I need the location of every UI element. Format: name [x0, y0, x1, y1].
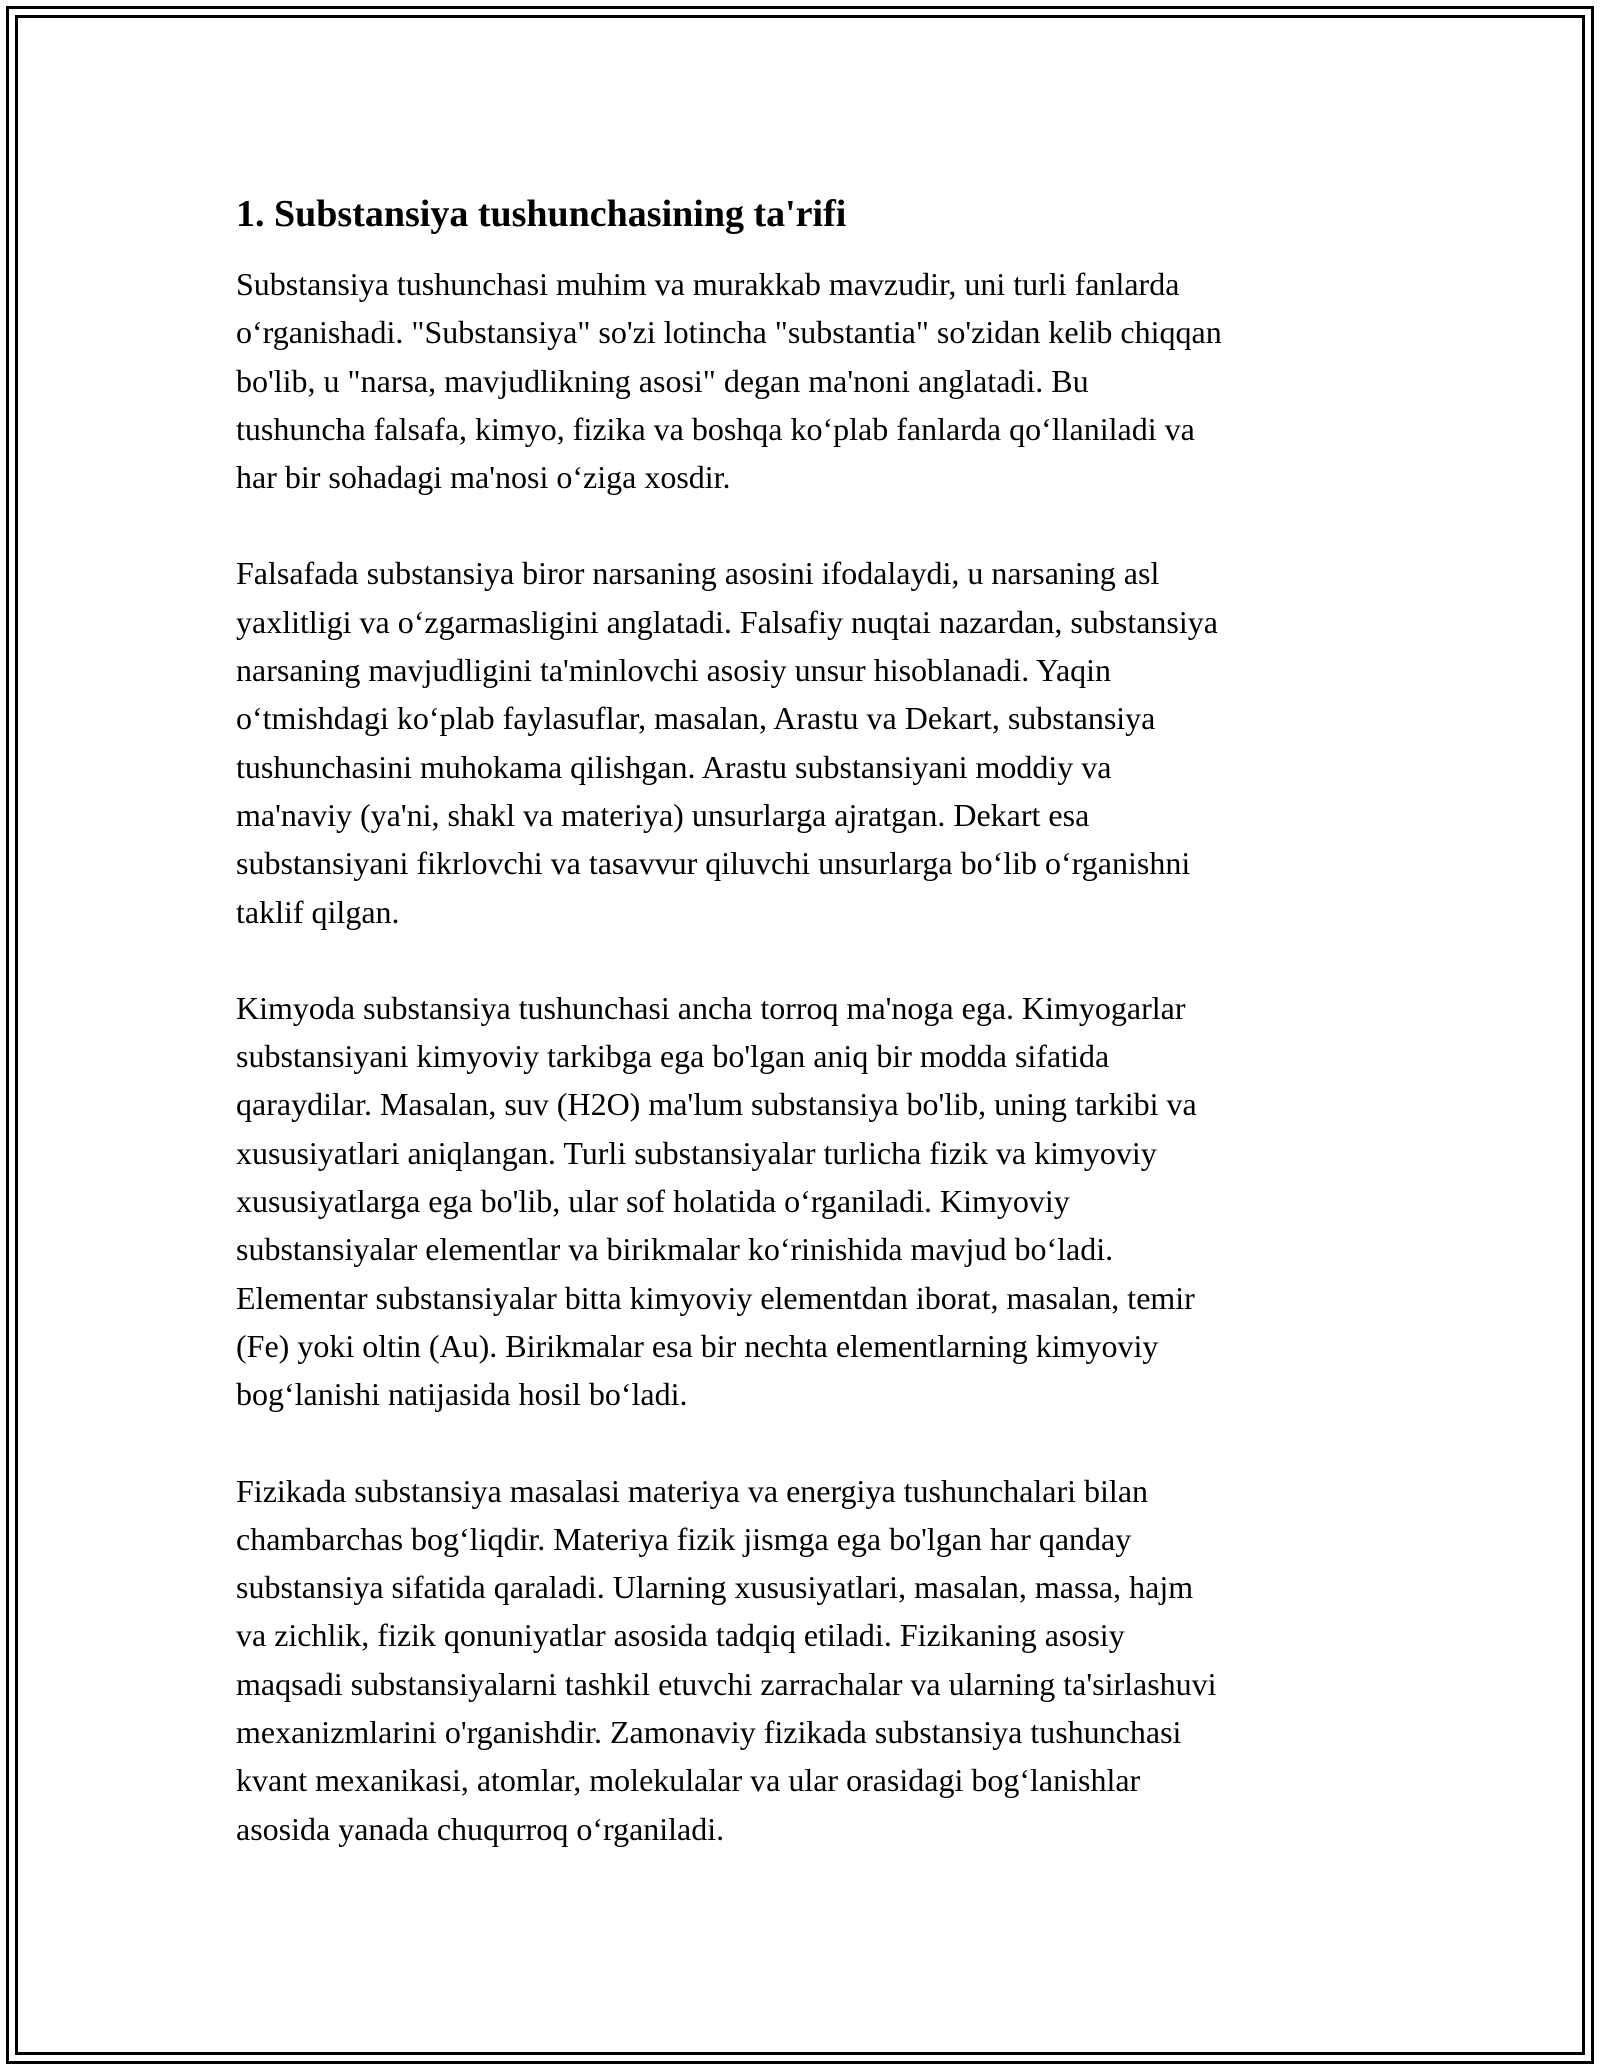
section-heading: 1. Substansiya tushunchasining ta'rifi [236, 193, 847, 235]
paragraph-physics: Fizikada substansiya masalasi materiya va energiya tushunchalari bilan chambarchas bog‘liqdir. Materiya fizik jismga ega bo'lgan har qanday substansiya sifatida qaraladi. Ularning xususiyatlari, masalan, massa, hajm va zichlik, fizik qonuniyatlar asosida tadqiq etiladi. Fizikaning asosiy maqsadi substansiyalarni tashkil etuvchi zarrachalar va ularning ta'sirlashuvi mexanizmlarini o'rganishdir. Zamonaviy fizikada substansiya tushunchasi kvant mexanikasi, atomlar, molekulalar va ular orasidagi bog‘lanishlar asosida yanada chuqurroq o‘rganiladi. [236, 1472, 1217, 1847]
paragraph-intro: Substansiya tushunchasi muhim va murakkab mavzudir, uni turli fanlarda o‘rganishadi. "Substansiya" so'zi lotincha "substantia" so'zidan kelib chiqqan bo'lib, u "narsa, mavjudlikning asosi" degan ma'noni anglatadi. Bu tushuncha falsafa, kimyo, fizika va boshqa ko‘plab fanlarda qo‘llaniladi va har bir sohadagi ma'nosi o‘ziga xosdir. [236, 266, 1222, 496]
paragraph-philosophy: Falsafada substansiya biror narsaning asosini ifodalaydi, u narsaning asl yaxlitligi va o‘zgarmasligini anglatadi. Falsafiy nuqtai nazardan, substansiya narsaning mavjudligini ta'minlovchi asosiy unsur hisoblanadi. Yaqin o‘tmishdagi ko‘plab faylasuflar, masalan, Arastu va Dekart, substansiya tushunchasini muhokama qilishgan. Arastu substansiyani moddiy va ma'naviy (ya'ni, shakl va materiya) unsurlarga ajratgan. Dekart esa substansiyani fikrlovchi va tasavvur qiluvchi unsurlarga bo‘lib o‘rganishni taklif qilgan. [236, 555, 1218, 930]
paragraph-chemistry: Kimyoda substansiya tushunchasi ancha torroq ma'noga ega. Kimyogarlar substansiyani kimyoviy tarkibga ega bo'lgan aniq bir modda sifatida qaraydilar. Masalan, suv (H2O) ma'lum substansiya bo'lib, uning tarkibi va xususiyatlari aniqlangan. Turli substansiyalar turlicha fizik va kimyoviy xususiyatlarga ega bo'lib, ular sof holatida o‘rganiladi. Kimyoviy substansiyalar elementlar va birikmalar ko‘rinishida mavjud bo‘ladi. Elementar substansiyalar bitta kimyoviy elementdan iborat, masalan, temir (Fe) yoki oltin (Au). Birikmalar esa bir nechta elementlarning kimyoviy bog‘lanishi natijasida hosil bo‘ladi. [236, 989, 1197, 1413]
document-body [236, 188, 1376, 1901]
